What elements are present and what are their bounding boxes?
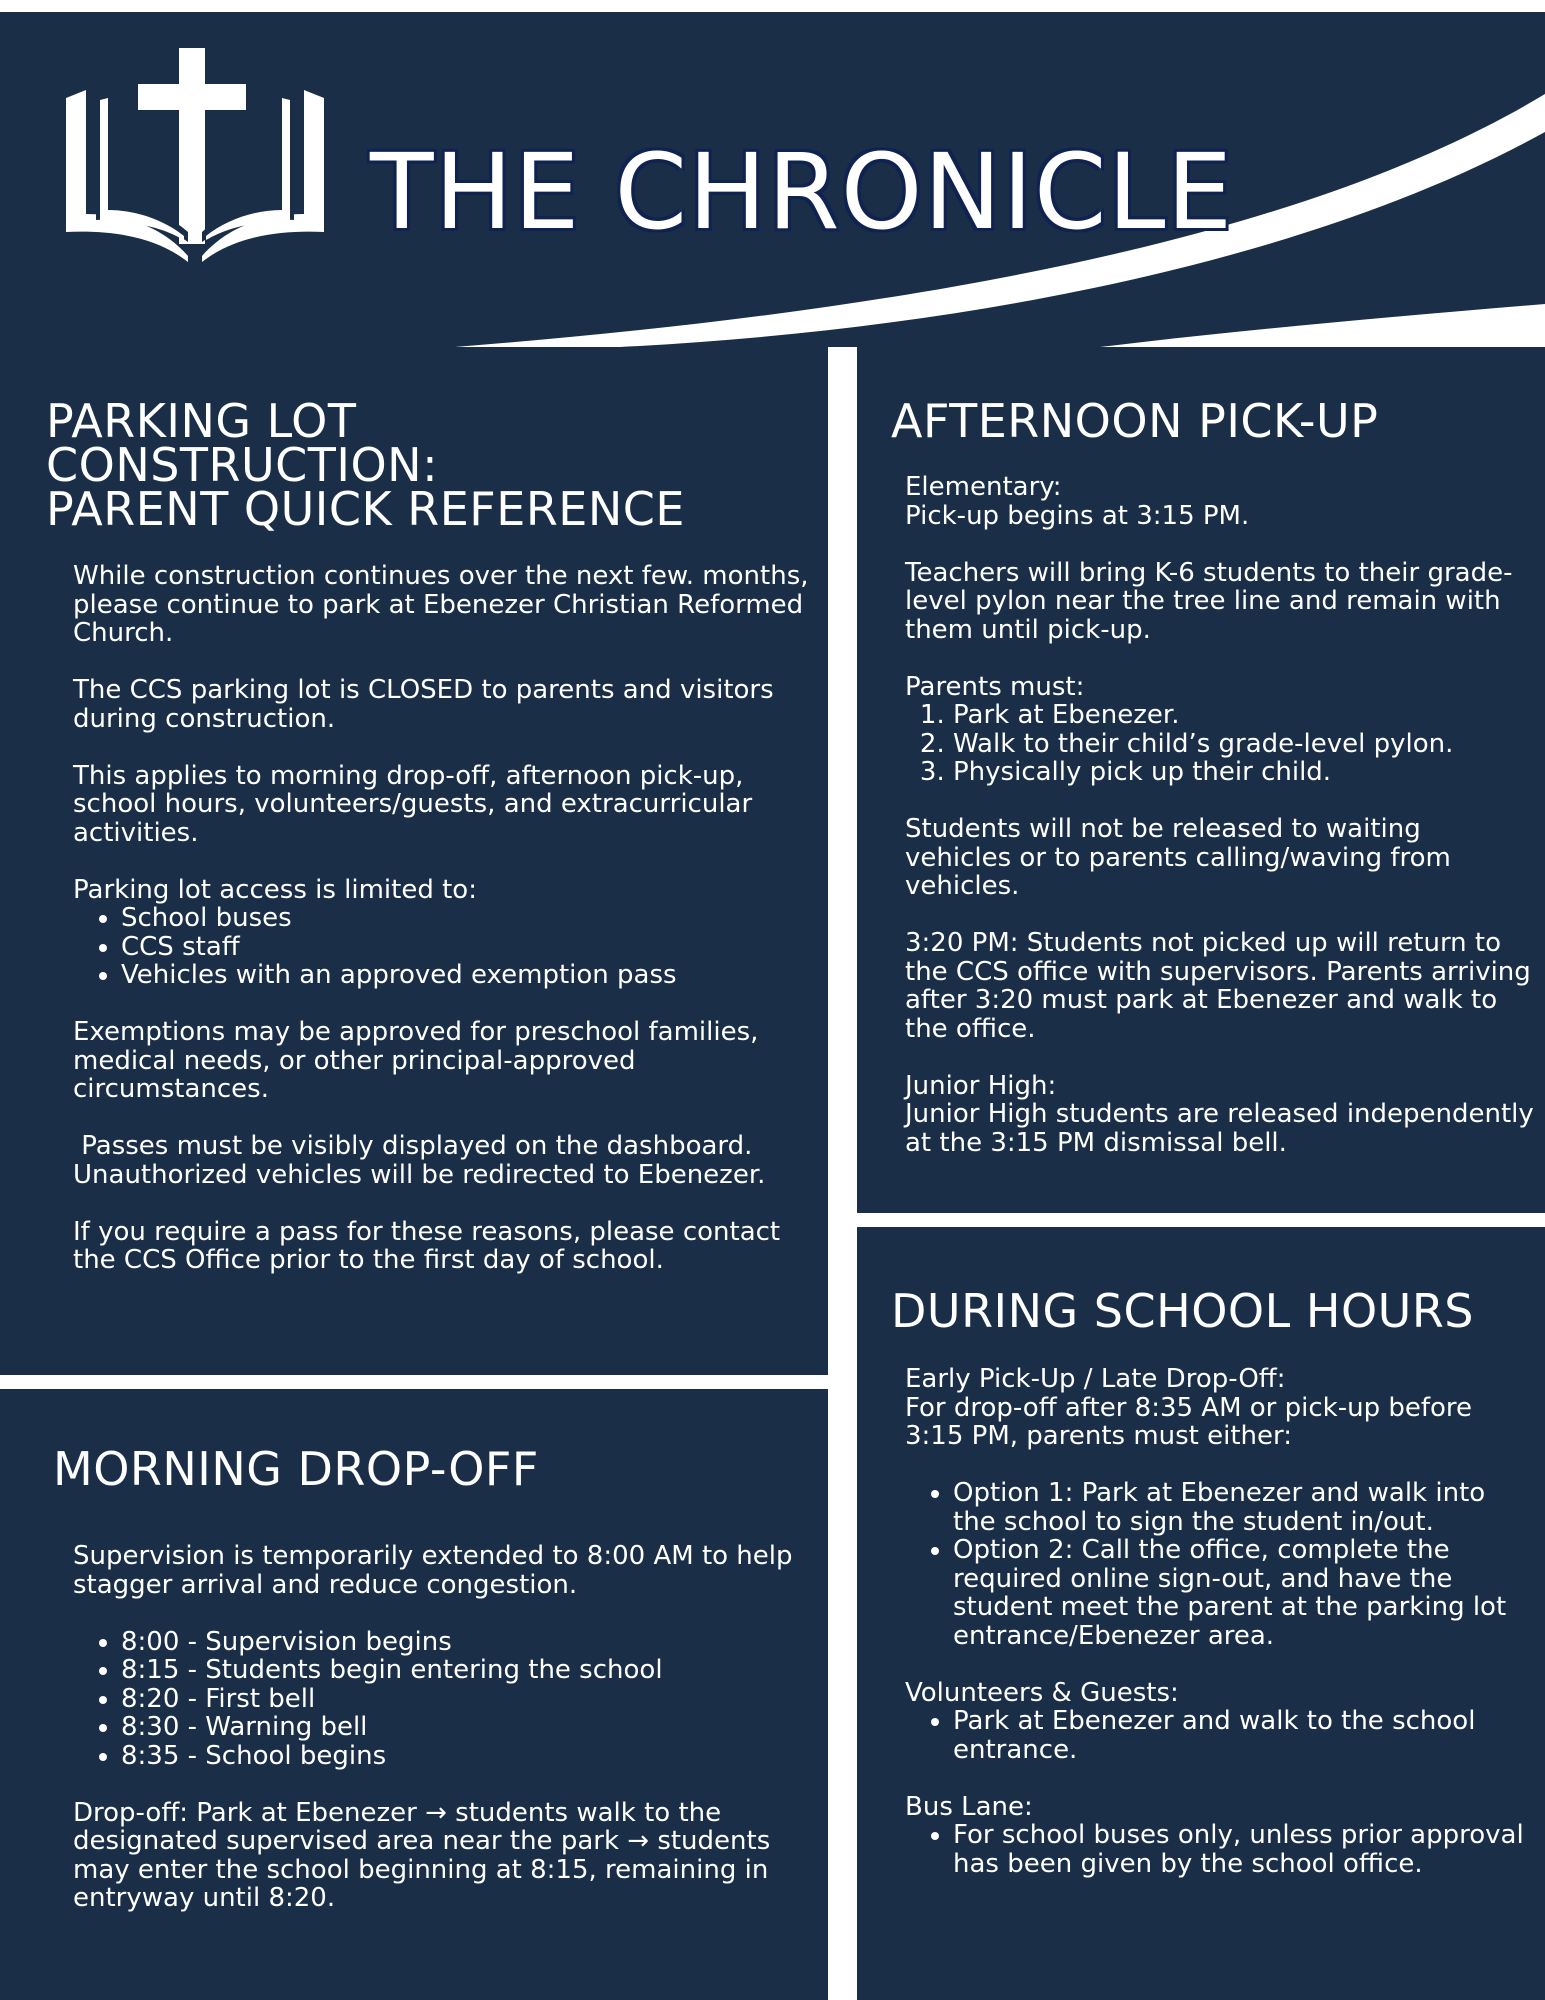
parking-paragraph: If you require a pass for these reasons, please contact the CCS Office prior to the first day of school. xyxy=(73,1216,781,1275)
early-label: Early Pick-Up / Late Drop-Off: xyxy=(905,1364,1286,1394)
parking-paragraph: Exemptions may be approved for preschool families, medical needs, or other principal-approved circumstances. xyxy=(73,1017,759,1104)
parking-paragraph: The CCS parking lot is CLOSED to parents and visitors during construction. xyxy=(73,675,774,734)
volunteers-label: Volunteers & Guests: xyxy=(905,1677,1179,1708)
afternoon-heading: AFTERNOON PICK-UP xyxy=(891,394,1379,448)
elementary-label: Elementary: xyxy=(905,472,1062,502)
morning-heading: MORNING DROP-OFF xyxy=(53,1442,539,1496)
parking-section xyxy=(0,347,828,1375)
newsletter-title: THE CHRONICLE xyxy=(370,130,1234,253)
list-item: • Park at Ebenezer and walk to the school entrance. xyxy=(953,1707,1535,1764)
parking-heading: PARKING LOT CONSTRUCTION: PARENT QUICK REFERENCE xyxy=(46,394,685,536)
list-item: • 8:00 - Supervision begins xyxy=(121,1628,813,1657)
schedule-list xyxy=(73,1628,813,1771)
cross-book-logo-icon xyxy=(60,46,330,268)
parents-intro: Parents must: xyxy=(905,671,1085,702)
list-item: • For school buses only, unless prior approval has been given by the school office. xyxy=(953,1821,1535,1878)
parking-body xyxy=(73,562,813,1275)
list-item: 1. Park at Ebenezer. xyxy=(953,701,1535,730)
afternoon-paragraph: 3:20 PM: Students not picked up will return to the CCS office with supervisors. Parents arriving after 3:20 must park at Ebenezer and walk to the office. xyxy=(905,928,1531,1044)
early-text: For drop-off after 8:35 AM or pick-up before 3:15 PM, parents must either: xyxy=(905,1392,1473,1451)
elementary-text: Pick-up begins at 3:15 PM. xyxy=(905,500,1250,531)
morning-section xyxy=(0,1389,828,2000)
list-item: • Vehicles with an approved exemption pass xyxy=(121,961,813,990)
access-intro: Parking lot access is limited to: xyxy=(73,874,477,905)
list-item: 3. Physically pick up their child. xyxy=(953,758,1535,787)
bus-lane-label: Bus Lane: xyxy=(905,1791,1033,1822)
afternoon-section xyxy=(857,347,1545,1213)
bus-lane-list xyxy=(905,1821,1535,1878)
afternoon-body xyxy=(905,473,1535,1157)
morning-body xyxy=(73,1542,813,1913)
school-hours-heading: DURING SCHOOL HOURS xyxy=(891,1284,1474,1338)
parking-paragraph: Passes must be visibly displayed on the dashboard. Unauthorized vehicles will be redirected to Ebenezer. xyxy=(73,1131,766,1190)
junior-high-text: Junior High students are released independently at the 3:15 PM dismissal bell. xyxy=(905,1099,1534,1158)
list-item: 2. Walk to their child’s grade-level pylon. xyxy=(953,730,1535,759)
access-list xyxy=(73,904,813,990)
morning-paragraph: Supervision is temporarily extended to 8:00 AM to help stagger arrival and reduce congestion. xyxy=(73,1541,793,1600)
early-block xyxy=(905,1365,1535,1451)
list-item: • 8:20 - First bell xyxy=(121,1685,813,1714)
school-hours-section xyxy=(857,1227,1545,2000)
elementary-block xyxy=(905,473,1535,530)
junior-high-label: Junior High: xyxy=(905,1070,1057,1101)
list-item: • Option 2: Call the office, complete the required online sign-out, and have the student meet the parent at the parking lot entrance/Ebenezer area. xyxy=(953,1536,1535,1650)
options-list xyxy=(905,1479,1535,1650)
list-item: • 8:30 - Warning bell xyxy=(121,1713,813,1742)
parking-paragraph: This applies to morning drop-off, afternoon pick-up, school hours, volunteers/guests, and extracurricular activities. xyxy=(73,760,753,848)
morning-paragraph: Drop-off: Park at Ebenezer → students walk to the designated supervised area near the park → students may enter the school beginning at 8:15, remaining in entryway until 8:20. xyxy=(73,1797,771,1913)
list-item: • Option 1: Park at Ebenezer and walk into the school to sign the student in/out. xyxy=(953,1479,1535,1536)
parent-steps-list xyxy=(905,701,1535,787)
afternoon-paragraph: Students will not be released to waiting vehicles or to parents calling/waving from vehicles. xyxy=(905,814,1451,901)
list-item: • School buses xyxy=(121,904,813,933)
list-item: • CCS staff xyxy=(121,933,813,962)
volunteers-list xyxy=(905,1707,1535,1764)
afternoon-paragraph: Teachers will bring K-6 students to their grade-level pylon near the tree line and remain with them until pick-up. xyxy=(905,557,1513,645)
list-item: • 8:35 - School begins xyxy=(121,1742,813,1771)
parking-paragraph: While construction continues over the next few. months, please continue to park at Ebenezer Christian Reformed Church. xyxy=(73,561,809,648)
school-hours-body xyxy=(905,1365,1535,1907)
list-item: • 8:15 - Students begin entering the school xyxy=(121,1656,813,1685)
junior-high-block xyxy=(905,1072,1535,1158)
